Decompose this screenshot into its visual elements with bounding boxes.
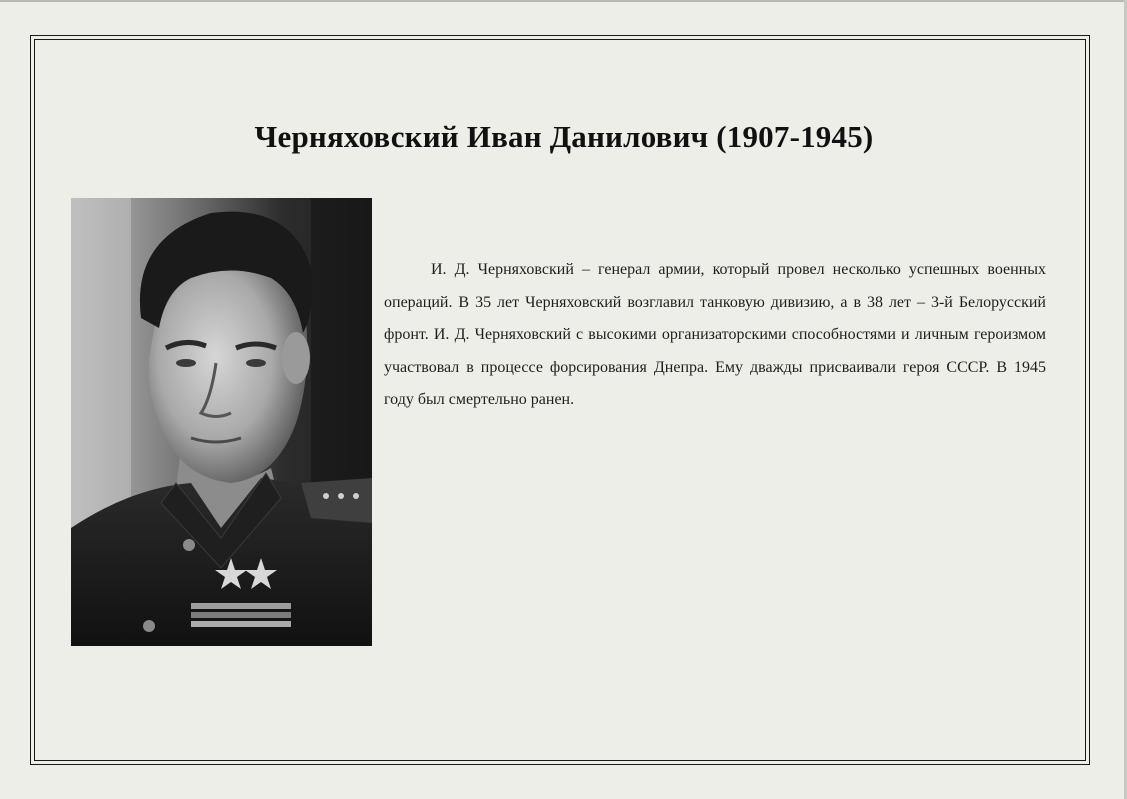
viewport-top-border [0,0,1127,2]
portrait-photo-icon [71,198,372,646]
document-page [30,35,1090,765]
portrait-photo [71,198,372,646]
biography-paragraph: И. Д. Черняховский – генерал армии, который провел несколько успешных военных операций. В 35 лет Черняховский возглавил танковую дивизию, а в 38 лет – 3-й Белорусский фронт. И. Д. Черняховский с высокими организаторскими способностями и личным героизмом участвовал в процессе форсирования Днепра. Ему дважды присваивали героя СССР. В 1945 году был смертельно ранен. [384,261,1046,408]
page-title: Черняховский Иван Данилович (1907-1945) [254,119,874,154]
